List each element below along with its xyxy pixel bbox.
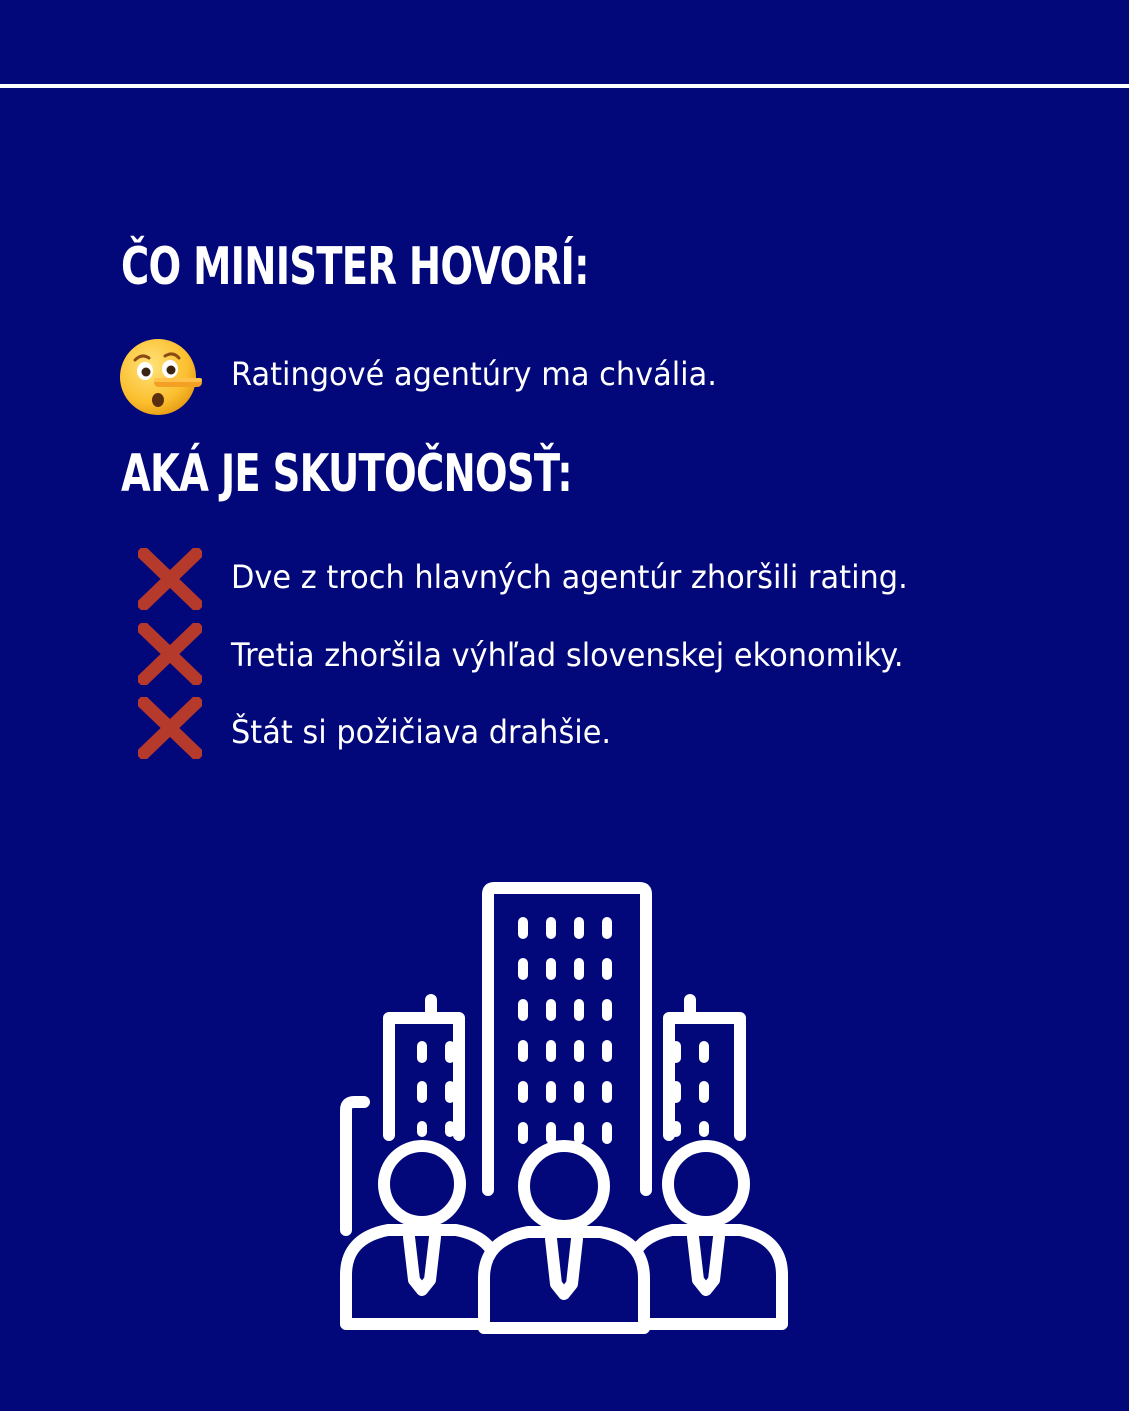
fact-text: Štát si požičiava drahšie. (231, 713, 612, 751)
top-divider-line (0, 84, 1129, 88)
fact-text: Dve z troch hlavných agentúr zhoršili rating. (231, 558, 908, 596)
red-x-icon (138, 623, 202, 685)
heading-minister-says: ČO MINISTER HOVORÍ: (121, 237, 589, 297)
lying-face-emoji-icon (118, 338, 204, 418)
claim-text: Ratingové agentúry ma chvália. (231, 355, 717, 393)
red-x-icon (138, 548, 202, 610)
businessmen-buildings-icon (330, 870, 800, 1350)
red-x-icon (138, 697, 202, 759)
heading-reality: AKÁ JE SKUTOČNOSŤ: (121, 444, 572, 504)
fact-text: Tretia zhoršila výhľad slovenskej ekonomiky. (231, 636, 904, 674)
